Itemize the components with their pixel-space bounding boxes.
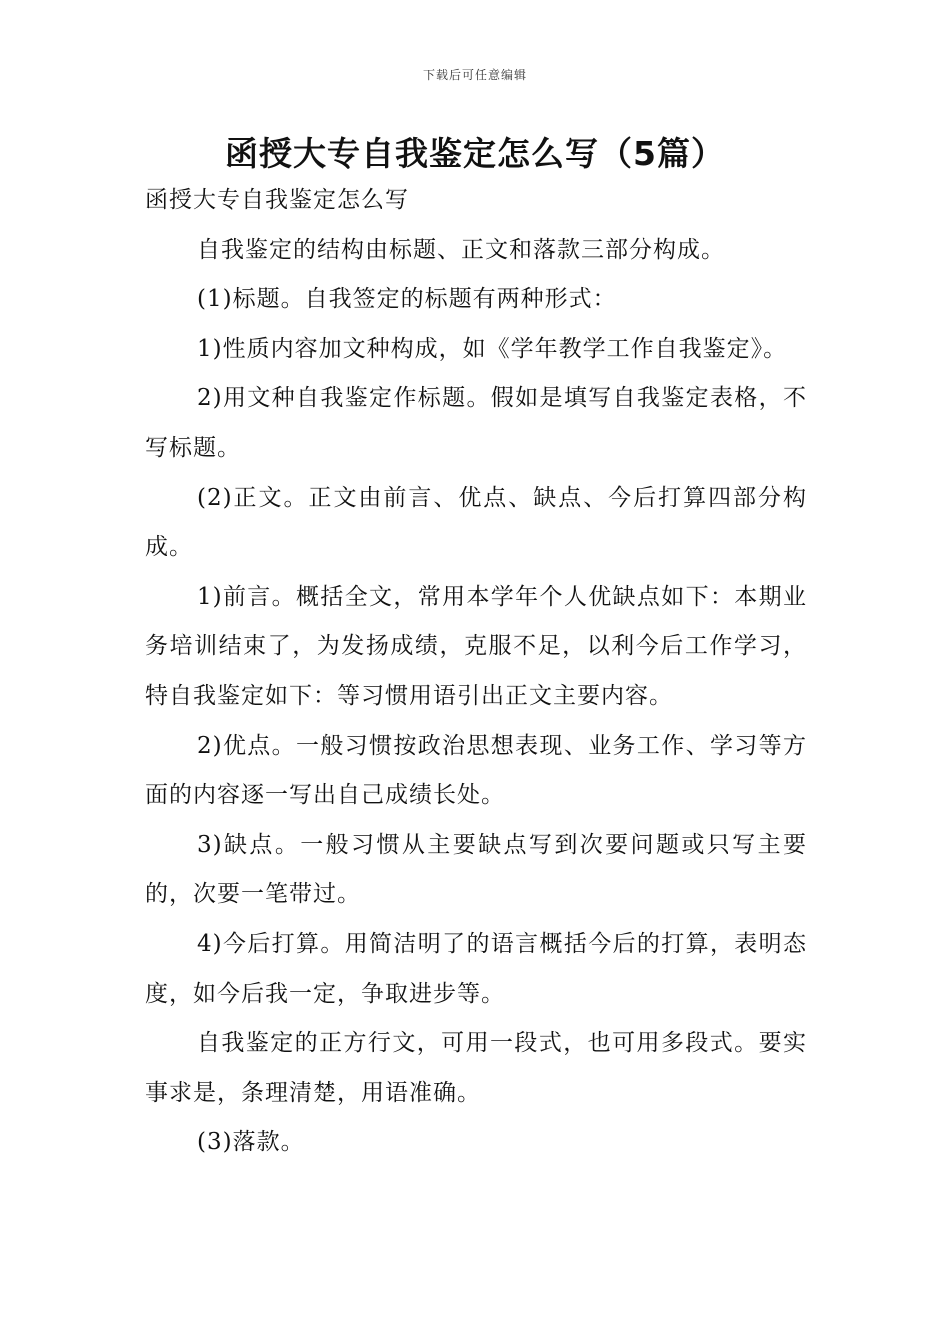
paragraph-weaknesses: 3)缺点。一般习惯从主要缺点写到次要问题或只写主要的，次要一笔带过。 [145,831,807,908]
paragraph-structure: 自我鉴定的结构由标题、正文和落款三部分构成。 [197,236,725,263]
paragraph-writing-style: 自我鉴定的正方行文，可用一段式，也可用多段式。要实事求是，条理清楚，用语准确。 [145,1030,807,1106]
paragraph-strengths: 2)优点。一般习惯按政治思想表现、业务工作、学习等方面的内容逐一写出自己成绩长处。 [145,732,807,809]
document-body [145,176,807,1168]
header-note: 下载后可任意编辑 [422,68,527,82]
paragraph-body-heading: (2)正文。正文由前言、优点、缺点、今后打算四部分构成。 [145,484,807,561]
document-subtitle: 函授大专自我鉴定怎么写 [145,187,409,213]
paragraph-future-plans: 4)今后打算。用简洁明了的语言概括今后的打算，表明态度，如今后我一定，争取进步等。 [145,930,807,1007]
paragraph-title-heading: (1)标题。自我签定的标题有两种形式： [197,286,617,313]
paragraph-title-form-2: 2)用文种自我鉴定作标题。假如是填写自我鉴定表格，不写标题。 [145,385,807,461]
document-title: 函授大专自我鉴定怎么写（5篇） [225,134,725,173]
paragraph-title-form-1: 1)性质内容加文种构成，如《学年教学工作自我鉴定》。 [197,335,788,362]
paragraph-preface: 1)前言。概括全文，常用本学年个人优缺点如下：本期业务培训结束了，为发扬成绩，克服不足，以利今后工作学习，特自我鉴定如下：等习惯用语引出正文主要内容。 [145,583,807,709]
paragraph-signature-heading: (3)落款。 [197,1129,305,1156]
